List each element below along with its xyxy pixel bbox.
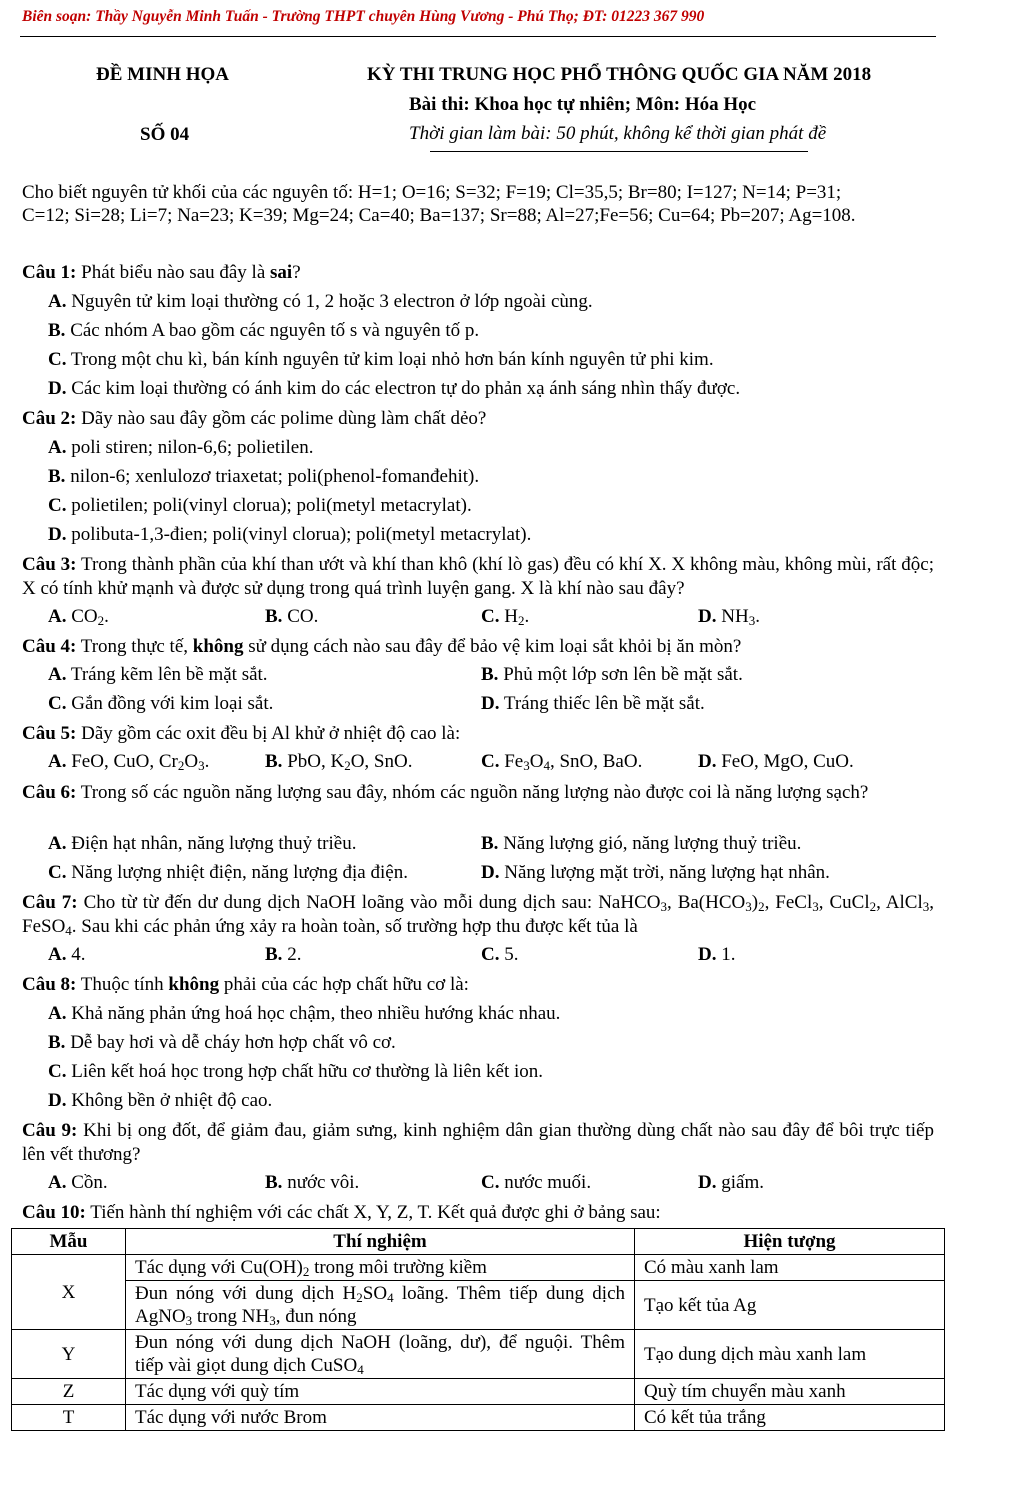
q2-option-a[interactable] [48,437,313,459]
exam-time: Thời gian làm bài: 50 phút, không kể thời gian phát đề [409,123,827,144]
option-label: D. [481,862,500,883]
question-stem: . Sau khi các phản ứng xảy ra hoàn toàn, số trường hợp thu được kết tủa là [71,916,638,937]
q2-option-b[interactable] [48,466,479,488]
subscript: 4 [357,1362,364,1377]
option-text: Khả năng phản ứng hoá học chậm, theo nhiều hướng khác nhau. [71,1003,561,1024]
option-text: Fe [504,751,524,772]
phenomenon-cell: Có kết tủa trắng [635,1405,945,1431]
option-text: Nguyên tử kim loại thường có 1, 2 hoặc 3 electron ở lớp ngoài cùng. [71,291,593,312]
option-label: A. [48,664,67,685]
experiment-cell [126,1330,635,1379]
option-text: Tráng kẽm lên bề mặt sắt. [70,664,268,685]
option-label: C. [481,1172,500,1193]
question-4 [22,635,934,659]
q4-option-c[interactable] [48,693,273,715]
subscript: 4 [65,923,72,938]
q3-option-a[interactable] [48,606,109,628]
subscript: 3 [660,899,667,914]
q9-option-d[interactable] [698,1172,764,1194]
table-row [12,1255,945,1281]
option-text: CO. [287,606,319,627]
option-text: FeO, MgO, CuO. [721,751,854,772]
subscript: 2 [869,899,877,914]
option-label: B. [265,1172,283,1193]
question-stem: Tiến hành thí nghiệm với các chất X, Y, Z, T. Kết quả được ghi ở bảng sau: [85,1202,661,1223]
question-stem-emphasis: không [192,636,244,657]
phenomenon-cell: Có màu xanh lam [635,1255,945,1281]
option-text: CO [71,606,98,627]
option-label: A. [48,291,67,312]
option-text: Các nhóm A bao gồm các nguyên tố s và nguyên tố p. [70,320,480,341]
option-text: giấm. [721,1172,764,1193]
q5-option-b[interactable] [265,751,412,773]
table-row [12,1281,945,1330]
exam-type-label: ĐỀ MINH HỌA [96,64,229,85]
experiment-table [11,1228,945,1431]
subscript: 4 [543,758,550,773]
q4-option-a[interactable] [48,664,268,686]
option-label: A. [48,1003,67,1024]
option-text: nilon-6; xenlulozơ triaxetat; poli(phenol-fomanđehit). [70,466,480,487]
question-stem: Trong thực tế, [76,636,193,657]
option-label: D. [48,378,67,399]
subscript: 3 [523,758,530,773]
q7-option-b[interactable] [265,944,301,966]
q5-option-d[interactable] [698,751,854,773]
q7-option-d[interactable] [698,944,735,966]
time-underline [430,151,808,152]
option-label: D. [698,944,717,965]
q6-option-c[interactable] [48,862,408,884]
option-label: C. [48,1061,67,1082]
sample-x: X [12,1255,126,1330]
question-label: Câu 9: [22,1120,78,1141]
option-label: D. [48,1090,67,1111]
cell-text: loãng. Thêm tiếp dung dịch AgNO [135,1283,626,1327]
question-stem-end: phải của các hợp chất hữu cơ là: [219,974,469,995]
question-9 [22,1119,934,1167]
subscript: 2 [97,613,105,628]
option-text: nước muối. [504,1172,592,1193]
subscript: 3 [922,899,930,914]
phenomenon-cell: Tạo kết tủa Ag [635,1281,945,1330]
option-label: B. [48,466,66,487]
option-text: Không bền ở nhiệt độ cao. [71,1090,273,1111]
subscript: 2 [356,1290,363,1305]
q3-option-d[interactable] [698,606,760,628]
question-stem: Khi bị ong đốt, để giảm đau, giảm sưng, kinh nghiệm dân gian thường dùng chất nào sau đây để bôi trực tiếp lên vết thương? [22,1120,934,1165]
option-text: Phủ một lớp sơn lên bề mặt sắt. [503,664,743,685]
option-text: O, SnO. [350,751,413,772]
sample-z: Z [12,1379,126,1405]
option-text: . [524,606,530,627]
question-stem: ) [751,892,759,913]
question-label: Câu 8: [22,974,77,995]
option-text: Năng lượng gió, năng lượng thuỷ triều. [503,833,802,854]
question-7 [22,891,934,939]
option-text: Liên kết hoá học trong hợp chất hữu cơ thường là liên kết ion. [71,1061,544,1082]
option-label: D. [48,524,67,545]
option-text: . [755,606,760,627]
question-2 [22,407,934,431]
experiment-cell: Tác dụng với nước Brom [126,1405,635,1431]
subscript: 3 [185,1313,193,1328]
question-stem: Phát biểu nào sau đây là [76,262,271,283]
cell-text: Đun nóng với dung dịch NaOH (loãng, dư), để nguội. Thêm tiếp vài giọt dung dịch CuSO [135,1332,625,1376]
question-stem-emphasis: không [168,974,220,995]
option-text: Năng lượng nhiệt điện, năng lượng địa điện. [71,862,408,883]
q8-option-a[interactable] [48,1003,560,1025]
option-text: Cồn. [71,1172,108,1193]
cell-text: SO [362,1283,388,1304]
sample-t: T [12,1405,126,1431]
option-label: D. [698,1172,717,1193]
question-8 [22,973,934,997]
exam-number-label: SỐ 04 [140,124,190,145]
q1-option-d[interactable] [48,378,740,400]
question-stem: Trong thành phần của khí than ướt và khí than khô (khí lò gas) đều có khí X. X không màu, không mùi, rất độc; X có tính khử mạnh và được sử dụng trong quá trình luyện gang. X là khí nào sau đây? [22,554,934,599]
question-stem: , AlCl [876,892,923,913]
exam-subject: Bài thi: Khoa học tự nhiên; Môn: Hóa Học [409,94,757,115]
option-label: A. [48,437,67,458]
q6-option-d[interactable] [481,862,830,884]
question-stem: Cho từ từ đến dư dung dịch NaOH loãng vào mỗi dung dịch sau: NaHCO [77,892,661,913]
question-stem: , FeCl [764,892,813,913]
table-row [12,1379,945,1405]
option-text: FeO, CuO, Cr [71,751,178,772]
q6-option-a[interactable] [48,833,356,855]
option-text: 4. [71,944,86,965]
option-text: 5. [504,944,519,965]
question-1 [22,261,934,285]
table-row [12,1330,945,1379]
subscript: 3 [748,613,756,628]
option-label: C. [48,349,67,370]
column-header-sample: Mẫu [12,1229,126,1255]
q8-option-d[interactable] [48,1090,272,1112]
q7-option-c[interactable] [481,944,518,966]
question-5 [22,722,934,746]
subscript: 2 [758,899,765,914]
question-stem-end: ? [292,262,301,283]
q2-option-c[interactable] [48,495,472,517]
option-label: D. [698,751,717,772]
option-label: B. [481,664,499,685]
question-stem-end: sử dụng cách nào sau đây để bảo vệ kim loại sắt khỏi bị ăn mòn? [243,636,742,657]
option-text: , SnO, BaO. [549,751,643,772]
q8-option-c[interactable] [48,1061,543,1083]
option-label: B. [481,833,499,854]
question-stem-emphasis: sai [270,262,293,283]
subscript: 2 [344,758,351,773]
cell-text: , đun nóng [275,1306,357,1327]
option-text: 1. [721,944,736,965]
question-stem: , CuCl [818,892,870,913]
cell-text: Đun nóng với dung dịch H [135,1283,357,1304]
phenomenon-cell: Quỳ tím chuyển màu xanh [635,1379,945,1405]
subscript: 2 [177,758,185,773]
option-text: Các kim loại thường có ánh kim do các electron tự do phản xạ ánh sáng nhìn thấy được. [71,378,741,399]
question-stem: , Ba(HCO [666,892,746,913]
option-label: C. [481,751,500,772]
q2-option-d[interactable] [48,524,531,546]
option-label: B. [265,944,283,965]
option-label: C. [481,606,500,627]
option-text: . [104,606,109,627]
option-text: polietilen; poli(vinyl clorua); poli(metyl metacrylat). [71,495,472,516]
phenomenon-cell: Tạo dung dịch màu xanh lam [635,1330,945,1379]
question-label: Câu 10: [22,1202,86,1223]
experiment-cell [126,1255,635,1281]
option-text: polibuta-1,3-đien; poli(vinyl clorua); poli(metyl metacrylat). [71,524,532,545]
option-text: O [184,751,199,772]
option-label: C. [481,944,500,965]
header-divider [20,36,936,37]
sample-y: Y [12,1330,126,1379]
option-text: 2. [287,944,302,965]
option-text: H [504,606,518,627]
q9-option-a[interactable] [48,1172,108,1194]
q9-option-c[interactable] [481,1172,591,1194]
subscript: 3 [198,758,205,773]
option-text: . [204,751,210,772]
question-stem: Dãy gồm các oxit đều bị Al khử ở nhiệt độ cao là: [76,723,461,744]
option-label: C. [48,495,67,516]
option-label: D. [698,606,717,627]
cell-text: trong NH [192,1306,270,1327]
option-text: Năng lượng mặt trời, năng lượng hạt nhân. [504,862,830,883]
column-header-phenomenon: Hiện tượng [635,1229,945,1255]
question-label: Câu 4: [22,636,77,657]
q9-option-b[interactable] [265,1172,359,1194]
q7-option-a[interactable] [48,944,85,966]
experiment-cell [126,1281,635,1330]
question-label: Câu 1: [22,262,77,283]
question-6 [22,781,934,805]
q1-option-b[interactable] [48,320,479,342]
question-10 [22,1201,934,1225]
column-header-experiment: Thí nghiệm [126,1229,635,1255]
experiment-cell: Tác dụng với quỳ tím [126,1379,635,1405]
option-label: A. [48,833,67,854]
q3-option-c[interactable] [481,606,529,628]
option-label: C. [48,862,67,883]
q8-option-b[interactable] [48,1032,396,1054]
author-header: Biên soạn: Thầy Nguyễn Minh Tuấn - Trường THPT chuyên Hùng Vương - Phú Thọ; ĐT: 01223 367 990 [22,8,705,25]
subscript: 2 [302,1264,310,1279]
option-text: PbO, K [287,751,345,772]
question-stem: Dãy nào sau đây gồm các polime dùng làm chất dẻo? [76,408,487,429]
option-label: C. [48,693,67,714]
option-text: Gắn đồng với kim loại sắt. [71,693,274,714]
table-row [12,1405,945,1431]
question-stem: Trong số các nguồn năng lượng sau đây, nhóm các nguồn năng lượng nào được coi là năng lượng sạch? [76,782,869,803]
subscript: 3 [812,899,819,914]
option-text: Dễ bay hơi và dễ cháy hơn hợp chất vô cơ. [70,1032,396,1053]
question-3 [22,553,934,601]
q1-option-c[interactable] [48,349,714,371]
atomic-masses-line-1: Cho biết nguyên tử khối của các nguyên tố: H=1; O=16; S=32; F=19; Cl=35,5; Br=80; I=127; N=14; P=31; [22,182,842,203]
option-label: B. [48,1032,66,1053]
subscript: 2 [517,613,525,628]
atomic-masses-line-2: C=12; Si=28; Li=7; Na=23; K=39; Mg=24; Ca=40; Ba=137; Sr=88; Al=27;Fe=56; Cu=64; Pb=207; Ag=108. [22,205,856,226]
option-text: nước vôi. [287,1172,360,1193]
option-label: A. [48,944,67,965]
question-stem: , FeSO [22,892,935,937]
q5-option-a[interactable] [48,751,209,773]
option-text: poli stiren; nilon-6,6; polietilen. [71,437,314,458]
option-text: Tráng thiếc lên bề mặt sắt. [503,693,705,714]
question-label: Câu 3: [22,554,77,575]
q3-option-b[interactable] [265,606,318,628]
question-label: Câu 6: [22,782,77,803]
option-label: A. [48,1172,67,1193]
question-label: Câu 5: [22,723,77,744]
option-label: D. [481,693,500,714]
exam-main-title: KỲ THI TRUNG HỌC PHỔ THÔNG QUỐC GIA NĂM 2018 [367,64,872,85]
option-text: Trong một chu kì, bán kính nguyên tử kim loại nhỏ hơn bán kính nguyên tử phi kim. [70,349,714,370]
option-label: A. [48,606,67,627]
subscript: 4 [387,1290,394,1305]
option-label: B. [265,751,283,772]
question-label: Câu 7: [22,892,78,913]
cell-text: trong môi trường kiềm [309,1257,487,1278]
q1-option-a[interactable] [48,291,593,313]
option-text: O [529,751,544,772]
table-header-row [12,1229,945,1255]
option-label: B. [265,606,283,627]
option-text: Điện hạt nhân, năng lượng thuỷ triều. [71,833,357,854]
option-label: A. [48,751,67,772]
subscript: 3 [269,1313,276,1328]
q6-option-b[interactable] [481,833,801,855]
option-text: NH [721,606,749,627]
question-stem: Thuộc tính [76,974,169,995]
q5-option-c[interactable] [481,751,642,773]
q4-option-d[interactable] [481,693,705,715]
option-label: B. [48,320,66,341]
q4-option-b[interactable] [481,664,743,686]
question-label: Câu 2: [22,408,77,429]
subscript: 3 [745,899,752,914]
cell-text: Tác dụng với Cu(OH) [135,1257,303,1278]
